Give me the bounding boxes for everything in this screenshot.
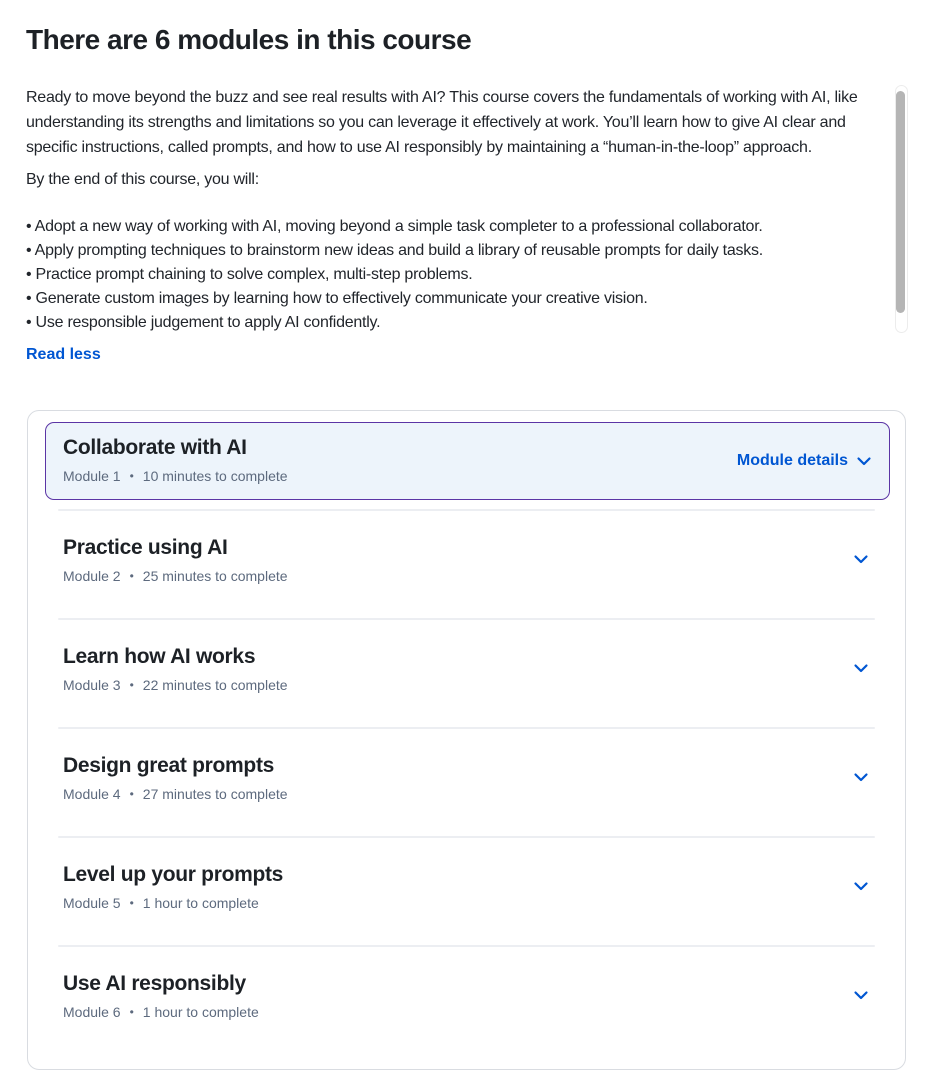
module-label: Module 1 — [63, 468, 121, 484]
module-meta — [63, 566, 845, 586]
module-title: Collaborate with AI — [63, 436, 247, 459]
module-row-level-up-your-prompts[interactable] — [28, 838, 905, 936]
module-duration: 22 minutes to complete — [142, 677, 288, 693]
description-bullet-list — [26, 215, 884, 335]
meta-separator: • — [129, 1005, 134, 1019]
module-title: Level up your prompts — [63, 863, 284, 886]
expand-module-button[interactable] — [854, 882, 868, 891]
chevron-down-icon — [854, 882, 868, 891]
module-duration: 1 hour to complete — [142, 895, 259, 911]
chevron-down-icon — [854, 773, 868, 782]
chevron-down-icon — [857, 457, 871, 466]
course-description-scroll[interactable] — [26, 85, 908, 335]
module-title: Learn how AI works — [63, 645, 256, 668]
meta-separator: • — [129, 787, 134, 801]
module-label: Module 4 — [63, 786, 121, 802]
module-label: Module 6 — [63, 1004, 121, 1020]
description-scrollbar-track[interactable] — [895, 85, 908, 333]
module-label: Module 2 — [63, 568, 121, 584]
module-title: Practice using AI — [63, 536, 228, 559]
expand-module-button[interactable] — [854, 773, 868, 782]
module-row-use-ai-responsibly[interactable] — [28, 947, 905, 1045]
bullet-item: • Generate custom images by learning how to effectively communicate your creative vision. — [26, 290, 648, 307]
meta-separator: • — [129, 469, 134, 483]
chevron-down-icon — [854, 991, 868, 1000]
bullet-item: • Apply prompting techniques to brainstorm new ideas and build a library of reusable prompts for daily tasks. — [26, 242, 763, 259]
module-row-design-great-prompts[interactable] — [28, 729, 905, 827]
module-duration: 1 hour to complete — [142, 1004, 259, 1020]
module-title: Design great prompts — [63, 754, 275, 777]
module-row-text — [63, 436, 288, 486]
module-meta — [63, 784, 845, 804]
meta-separator: • — [129, 896, 134, 910]
module-row-learn-how-ai-works[interactable] — [28, 620, 905, 718]
module-details-button[interactable] — [737, 452, 871, 470]
expand-module-button[interactable] — [854, 664, 868, 673]
module-list-card — [27, 410, 906, 1070]
read-less-link[interactable]: Read less — [26, 346, 101, 363]
module-label: Module 5 — [63, 895, 121, 911]
module-meta — [63, 893, 845, 913]
module-title: Use AI responsibly — [63, 972, 246, 995]
module-details-label: Module details — [736, 452, 848, 469]
meta-separator: • — [129, 569, 134, 583]
description-paragraph: By the end of this course, you will: — [26, 171, 259, 188]
module-meta — [63, 1002, 845, 1022]
module-label: Module 3 — [63, 677, 121, 693]
module-row-collaborate-with-ai[interactable] — [45, 422, 890, 500]
description-paragraph: Ready to move beyond the buzz and see real results with AI? This course covers the fundamentals of working with AI, like understanding its strengths and limitations so you can leverage it effectively at work. You’ll learn how to give AI clear and specific instructions, called prompts, and how to use AI responsibly by maintaining a “human-in-the-loop” approach. — [26, 89, 858, 156]
module-duration: 10 minutes to complete — [142, 468, 288, 484]
module-meta — [63, 675, 845, 695]
bullet-item: • Use responsible judgement to apply AI confidently. — [26, 314, 381, 331]
module-duration: 27 minutes to complete — [142, 786, 288, 802]
module-row-practice-using-ai[interactable] — [28, 511, 905, 609]
chevron-down-icon — [854, 555, 868, 564]
module-duration: 25 minutes to complete — [142, 568, 288, 584]
expand-module-button[interactable] — [854, 555, 868, 564]
chevron-down-icon — [854, 664, 868, 673]
module-meta — [63, 466, 288, 486]
bullet-item: • Practice prompt chaining to solve complex, multi-step problems. — [26, 266, 473, 283]
expand-module-button[interactable] — [854, 991, 868, 1000]
course-description — [26, 85, 884, 335]
meta-separator: • — [129, 678, 134, 692]
page-title: There are 6 modules in this course — [26, 24, 472, 55]
description-scrollbar-thumb[interactable] — [896, 91, 905, 313]
bullet-item: • Adopt a new way of working with AI, moving beyond a simple task completer to a professional collaborator. — [26, 218, 763, 235]
